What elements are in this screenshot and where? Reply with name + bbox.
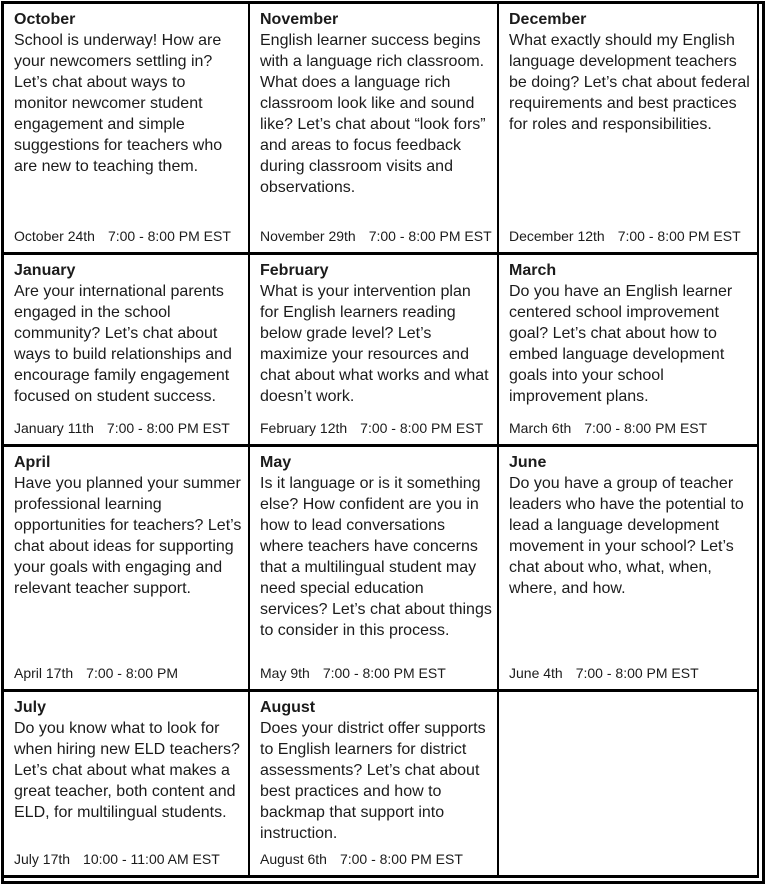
session-datetime: [509, 665, 752, 682]
month-title: October: [14, 11, 76, 28]
month-description: Do you have an English learner centered school improvement goal? Let’s chat about how to embed language development goals into your school improvement plans.: [509, 283, 733, 405]
month-title: May: [260, 454, 292, 471]
month-description: Does your district offer supports to English learners for district assessments? Let’s chat about best practices and how to backmap that support into instruction.: [260, 720, 486, 842]
month-title: April: [14, 454, 51, 471]
schedule-cell-january: [4, 255, 250, 447]
session-time: 7:00 - 8:00 PM EST: [339, 851, 463, 867]
schedule-cell-june: [499, 447, 759, 692]
month-title: June: [509, 454, 547, 471]
session-date: December 12th: [509, 228, 605, 244]
month-title: January: [14, 262, 76, 279]
month-title: February: [260, 262, 329, 279]
session-time: 7:00 - 8:00 PM EST: [617, 228, 741, 244]
session-time: 7:00 - 8:00 PM EST: [106, 420, 230, 436]
month-title: November: [260, 11, 339, 28]
session-date: April 17th: [14, 665, 74, 681]
schedule-cell-empty: [499, 692, 759, 878]
month-title: July: [14, 699, 47, 716]
month-description: Do you know what to look for when hiring new ELD teachers? Let’s chat about what makes a great teacher, both content and ELD, for multilingual students.: [14, 720, 240, 821]
session-datetime: [509, 420, 752, 437]
session-date: March 6th: [509, 420, 572, 436]
schedule-cell-july: [4, 692, 250, 878]
session-datetime: [14, 420, 243, 437]
session-datetime: [14, 851, 243, 868]
session-time: 10:00 - 11:00 AM EST: [83, 851, 220, 867]
session-date: June 4th: [509, 665, 563, 681]
session-time: 7:00 - 8:00 PM EST: [322, 665, 446, 681]
session-date: July 17th: [14, 851, 71, 867]
session-time: 7:00 - 8:00 PM EST: [360, 420, 484, 436]
session-date: August 6th: [260, 851, 327, 867]
month-title: March: [509, 262, 557, 279]
schedule-table-frame: [1, 1, 765, 884]
month-description: Do you have a group of teacher leaders who have the potential to lead a language development movement in your school? Let’s chat about who, what, when, where, and how.: [509, 475, 744, 597]
month-title: August: [260, 699, 316, 716]
schedule-cell-october: [4, 4, 250, 255]
schedule-cell-march: [499, 255, 759, 447]
month-description: Is it language or is it something else? How confident are you in how to lead conversations where teachers have concerns that a multilingual student may need special education services? Let’s chat about things to consider in this process.: [260, 475, 492, 639]
session-time: 7:00 - 8:00 PM: [86, 665, 178, 681]
session-date: November 29th: [260, 228, 356, 244]
month-description: Have you planned your summer professional learning opportunities for teachers? Let’s chat about ideas for supporting your goals with engaging and relevant teacher support.: [14, 475, 242, 597]
session-datetime: [260, 228, 492, 245]
session-datetime: [260, 665, 492, 682]
session-datetime: [14, 228, 243, 245]
schedule-cell-february: [250, 255, 499, 447]
session-time: 7:00 - 8:00 PM EST: [575, 665, 699, 681]
session-datetime: [260, 420, 492, 437]
month-description: Are your international parents engaged in the school community? Let’s chat about ways to build relationships and encourage family engagement focused on student success.: [14, 283, 232, 405]
month-description: English learner success begins with a language rich classroom. What does a language rich classroom look like and sound like? Let’s chat about “look fors” and areas to focus feedback during classroom visits and observations.: [260, 32, 486, 196]
session-datetime: [14, 665, 243, 682]
session-datetime: [260, 851, 492, 868]
session-time: 7:00 - 8:00 PM EST: [368, 228, 492, 244]
schedule-cell-august: [250, 692, 499, 878]
session-datetime: [509, 228, 752, 245]
month-description: School is underway! How are your newcomers settling in? Let’s chat about ways to monitor newcomer student engagement and simple suggestions for teachers who are new to teaching them.: [14, 32, 223, 175]
schedule-cell-december: [499, 4, 759, 255]
schedule-cell-april: [4, 447, 250, 692]
schedule-cell-november: [250, 4, 499, 255]
schedule-table: [4, 4, 759, 878]
session-time: 7:00 - 8:00 PM EST: [584, 420, 708, 436]
session-date: October 24th: [14, 228, 95, 244]
month-description: What is your intervention plan for English learners reading below grade level? Let’s maximize your resources and chat about what works and what doesn’t work.: [260, 283, 489, 405]
month-title: December: [509, 11, 587, 28]
session-time: 7:00 - 8:00 PM EST: [107, 228, 231, 244]
session-date: January 11th: [14, 420, 94, 436]
schedule-cell-may: [250, 447, 499, 692]
month-description: What exactly should my English language development teachers be doing? Let’s chat about federal requirements and best practices for roles and responsibilities.: [509, 32, 750, 133]
session-date: February 12th: [260, 420, 348, 436]
session-date: May 9th: [260, 665, 310, 681]
